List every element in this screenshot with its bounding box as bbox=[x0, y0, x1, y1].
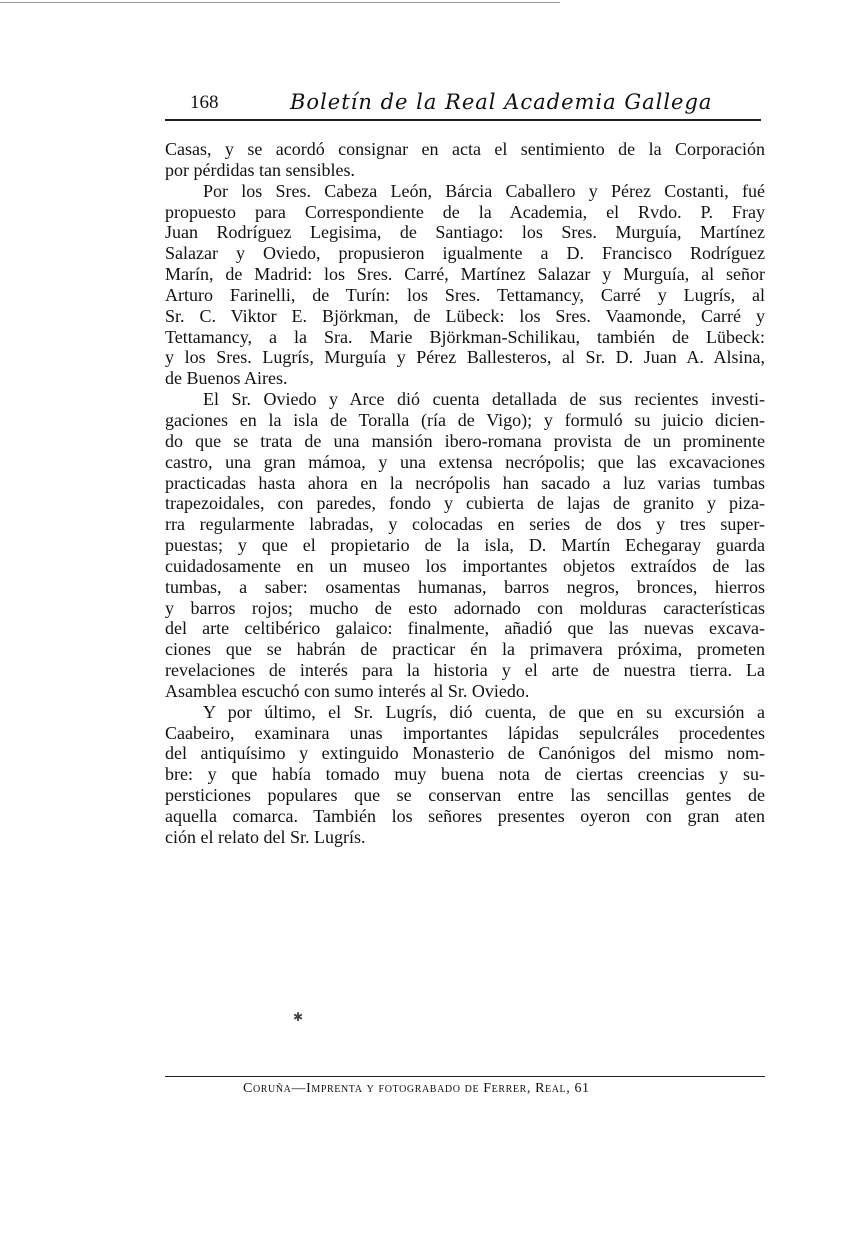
text-line: practicadas hasta ahora en la necrópolis han sacado a luz varias tumbas bbox=[165, 472, 765, 493]
body-text bbox=[165, 139, 765, 848]
text-line: persticiones populares que se conservan entre las sencillas gentes de bbox=[165, 785, 765, 806]
text-line: Juan Rodríguez Legisima, de Santiago: los Sres. Murguía, Martínez bbox=[165, 222, 765, 243]
text-line: trapezoidales, con paredes, fondo y cubierta de lajas de granito y piza- bbox=[165, 493, 765, 514]
text-line: y barros rojos; mucho de esto adornado con molduras características bbox=[165, 597, 765, 618]
text-line: Marín, de Madrid: los Sres. Carré, Martínez Salazar y Murguía, al señor bbox=[165, 264, 765, 285]
text-line: ciones que se habrán de practicar én la primavera próxima, prometen bbox=[165, 639, 765, 660]
text-line: del arte celtibérico galaico: finalmente, añadió que las nuevas excava- bbox=[165, 618, 765, 639]
text-line: El Sr. Oviedo y Arce dió cuenta detallada de sus recientes investi- bbox=[203, 389, 765, 410]
text-line: propuesto para Correspondiente de la Academia, el Rvdo. P. Fray bbox=[165, 201, 765, 222]
paragraph bbox=[165, 702, 765, 848]
text-line: Y por último, el Sr. Lugrís, dió cuenta, de que en su excursión a bbox=[203, 701, 765, 722]
text-line: castro, una gran mámoa, y una extensa necrópolis; que las excavaciones bbox=[165, 451, 765, 472]
text-line: tumbas, a saber: osamentas humanas, barros negros, bronces, hierros bbox=[165, 576, 765, 597]
text-line: gaciones en la isla de Toralla (ría de Vigo); y formuló su juicio dicien- bbox=[165, 409, 765, 430]
text-line: Casas, y se acordó consignar en acta el sentimiento de la Corporación bbox=[165, 139, 765, 159]
printer-imprint: Coruña—Imprenta y fotograbado de Ferrer, Real, 61 bbox=[243, 1081, 590, 1096]
ink-speck: ✱ bbox=[293, 1010, 304, 1024]
text-line: por pérdidas tan sensibles. bbox=[165, 159, 355, 180]
paragraph bbox=[165, 181, 765, 389]
paragraph bbox=[165, 389, 765, 702]
text-line: Tettamancy, a la Sra. Marie Björkman-Schilikau, también de Lübeck: bbox=[165, 326, 765, 347]
paragraph bbox=[165, 139, 765, 181]
text-line: rra regularmente labradas, y colocadas en series de dos y tres super- bbox=[165, 514, 765, 535]
text-line: Por los Sres. Cabeza León, Bárcia Caballero y Pérez Costanti, fué bbox=[203, 180, 765, 201]
text-line: de Buenos Aires. bbox=[165, 368, 288, 389]
header-rule bbox=[165, 119, 761, 121]
text-line: y los Sres. Lugrís, Murguía y Pérez Ballesteros, al Sr. D. Juan A. Alsina, bbox=[165, 347, 765, 368]
text-line: ción el relato del Sr. Lugrís. bbox=[165, 826, 366, 847]
text-line: Caabeiro, examinara unas importantes lápidas sepulcráles procedentes bbox=[165, 722, 765, 743]
text-line: Sr. C. Viktor E. Björkman, de Lübeck: los Sres. Vaamonde, Carré y bbox=[165, 305, 765, 326]
text-line: puestas; y que el propietario de la isla, D. Martín Echegaray guarda bbox=[165, 535, 765, 556]
running-title: Boletín de la Real Academia Gallega bbox=[290, 90, 713, 114]
text-line: bre: y que había tomado muy buena nota de ciertas creencias y su- bbox=[165, 764, 765, 785]
text-line: Asamblea escuchó con sumo interés al Sr. Oviedo. bbox=[165, 680, 530, 701]
text-line: revelaciones de interés para la historia y el arte de nuestra tierra. La bbox=[165, 660, 765, 681]
scan-edge-line bbox=[0, 2, 560, 3]
page-number: 168 bbox=[190, 92, 219, 113]
footer-rule bbox=[165, 1076, 765, 1077]
text-line: do que se trata de una mansión ibero-romana provista de un prominente bbox=[165, 430, 765, 451]
text-line: Salazar y Oviedo, propusieron igualmente a D. Francisco Rodríguez bbox=[165, 243, 765, 264]
page-header bbox=[165, 88, 765, 118]
text-line: cuidadosamente en un museo los importantes objetos extraídos de las bbox=[165, 555, 765, 576]
text-line: Arturo Farinelli, de Turín: los Sres. Tettamancy, Carré y Lugrís, al bbox=[165, 284, 765, 305]
text-line: aquella comarca. También los señores presentes oyeron con gran aten bbox=[165, 806, 765, 826]
text-line: del antiquísimo y extinguido Monasterio de Canónigos del mismo nom- bbox=[165, 743, 765, 764]
